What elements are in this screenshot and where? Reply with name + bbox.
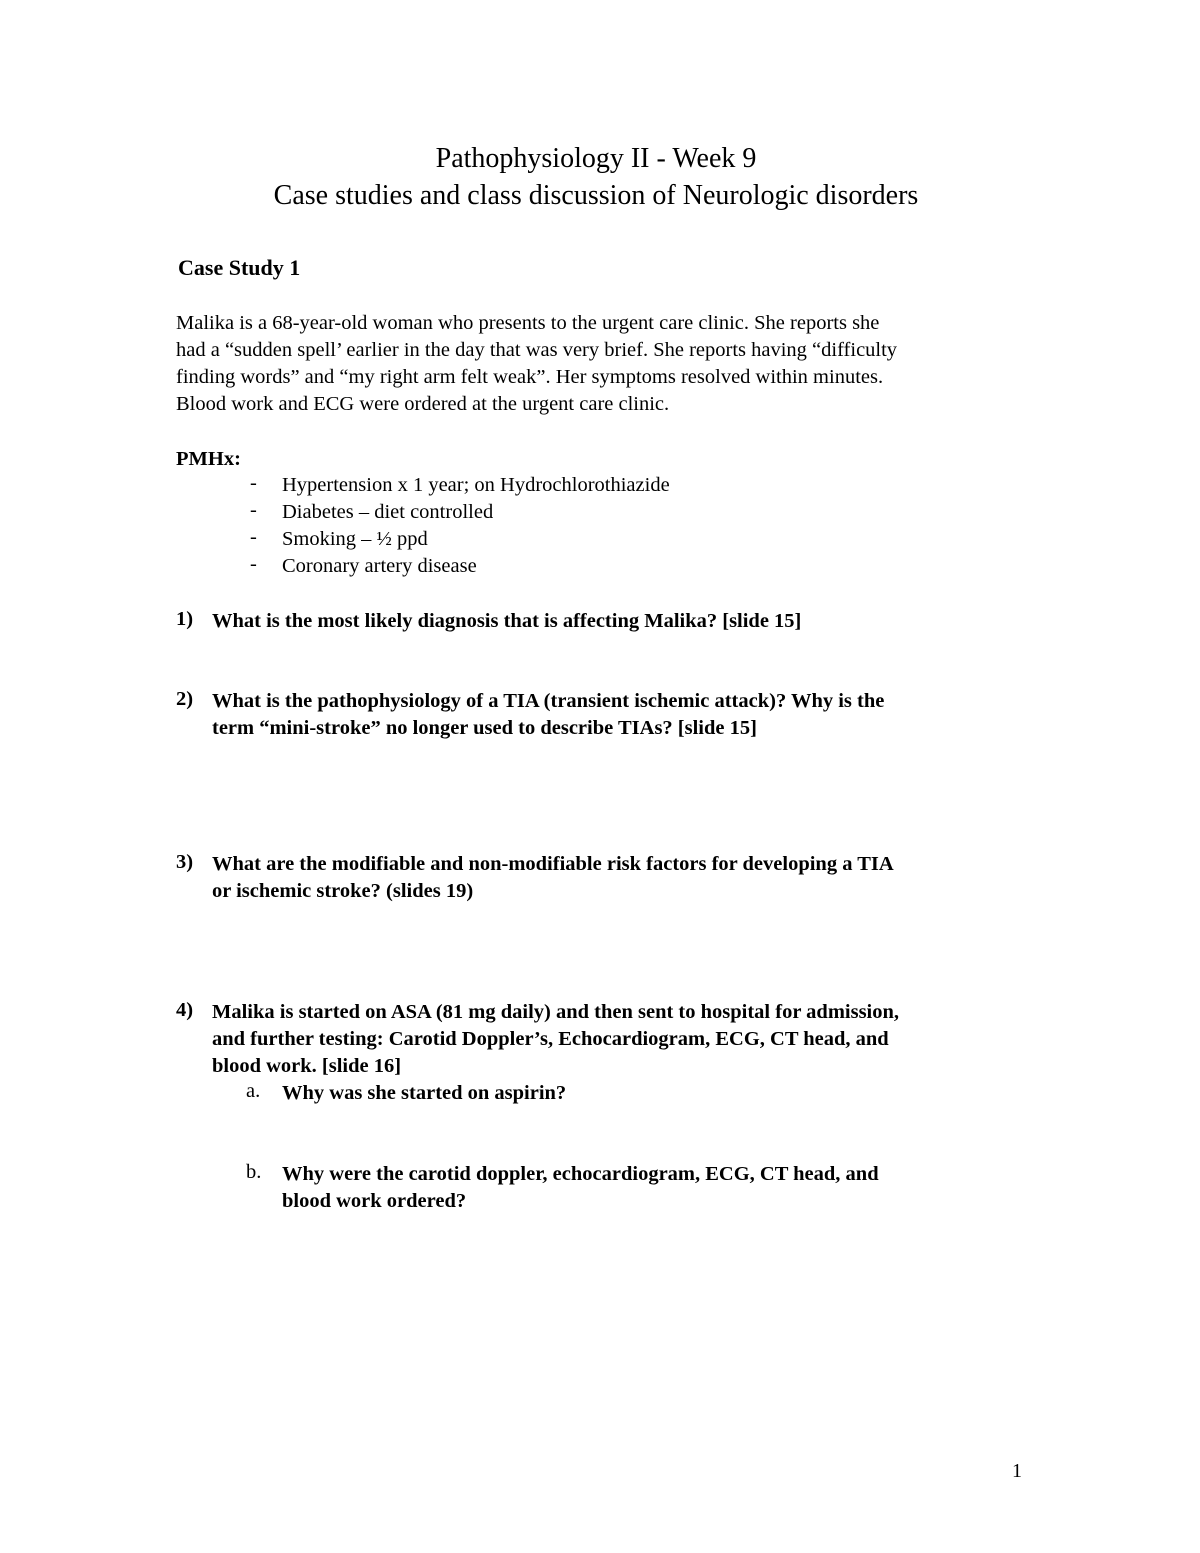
- question-line: What is the pathophysiology of a TIA (transient ischemic attack)? Why is the: [212, 690, 885, 712]
- question-line: What are the modifiable and non-modifiable risk factors for developing a TIA: [212, 853, 894, 875]
- question-line: blood work. [slide 16]: [212, 1055, 402, 1077]
- question-text: [212, 608, 801, 635]
- question-line: What is the most likely diagnosis that is affecting Malika? [slide 15]: [212, 610, 802, 632]
- list-bullet: -: [250, 526, 257, 548]
- sub-question-text: [282, 1161, 879, 1215]
- question-line: and further testing: Carotid Doppler’s, Echocardiogram, ECG, CT head, and: [212, 1028, 889, 1050]
- sub-question-text: [282, 1080, 566, 1107]
- question-number: 2): [176, 688, 194, 710]
- question-line: blood work ordered?: [282, 1190, 467, 1212]
- paragraph-line: Blood work and ECG were ordered at the urgent care clinic.: [176, 393, 670, 415]
- question-line: Why was she started on aspirin?: [282, 1082, 567, 1104]
- page-title: Pathophysiology II - Week 9: [435, 143, 757, 174]
- question-text: [212, 851, 894, 905]
- list-item: Smoking – ½ ppd: [282, 528, 428, 550]
- sub-question-letter: a.: [246, 1080, 261, 1102]
- paragraph-line: Malika is a 68-year-old woman who presents to the urgent care clinic. She reports she: [176, 312, 880, 334]
- page-number: 1: [1012, 1460, 1022, 1482]
- list-bullet: -: [250, 499, 257, 521]
- page-subtitle: Case studies and class discussion of Neurologic disorders: [273, 180, 919, 211]
- paragraph-line: finding words” and “my right arm felt weak”. Her symptoms resolved within minutes.: [176, 366, 884, 388]
- question-line: term “mini-stroke” no longer used to describe TIAs? [slide 15]: [212, 717, 757, 739]
- question-text: [212, 999, 899, 1080]
- question-line: or ischemic stroke? (slides 19): [212, 880, 474, 902]
- pmhx-label: PMHx:: [176, 448, 241, 470]
- question-line: Why were the carotid doppler, echocardiogram, ECG, CT head, and: [282, 1163, 879, 1185]
- case-paragraph: [176, 310, 897, 418]
- question-line: Malika is started on ASA (81 mg daily) and then sent to hospital for admission,: [212, 1001, 900, 1023]
- question-number: 4): [176, 999, 194, 1021]
- question-number: 1): [176, 608, 194, 630]
- question-text: [212, 688, 884, 742]
- list-item: Coronary artery disease: [282, 555, 477, 577]
- list-item: Diabetes – diet controlled: [282, 501, 494, 523]
- question-number: 3): [176, 851, 194, 873]
- sub-question-letter: b.: [246, 1161, 262, 1183]
- case-study-heading: Case Study 1: [178, 255, 301, 280]
- list-item: Hypertension x 1 year; on Hydrochlorothiazide: [282, 474, 670, 496]
- list-bullet: -: [250, 472, 257, 494]
- paragraph-line: had a “sudden spell’ earlier in the day that was very brief. She reports having “difficulty: [176, 339, 898, 361]
- list-bullet: -: [250, 553, 257, 575]
